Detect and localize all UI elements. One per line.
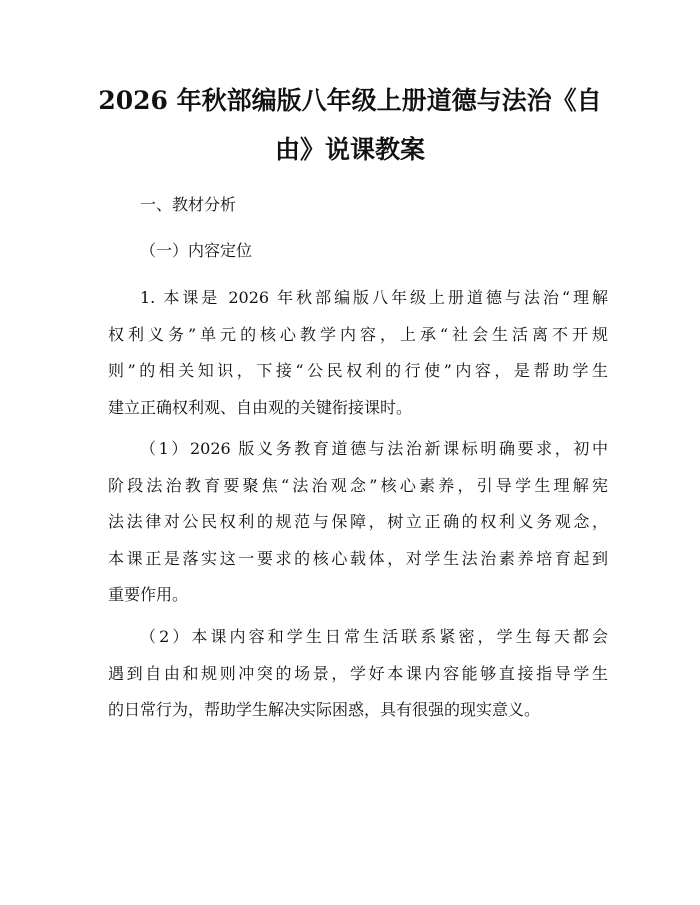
paragraph-line: 阶段法治教育要聚焦“法治观念”核心素养，引导学生理解宪 (108, 475, 608, 495)
paragraph-line: 建立正确权利观、自由观的关键衔接课时。 (108, 397, 413, 417)
subsection-heading: （一）内容定位 (140, 241, 253, 260)
paragraph-1 (108, 287, 608, 433)
document-title-line-2: 由》说课教案 (274, 135, 425, 164)
paragraph-line: 遇到自由和规则冲突的场景，学好本课内容能够直接指导学生 (108, 663, 608, 683)
paragraph-line: 权利义务”单元的核心教学内容，上承“社会生活离不开规 (108, 324, 608, 344)
paragraph-line: 重要作用。 (108, 585, 189, 604)
paragraph-line: 则”的相关知识，下接“公民权利的行使”内容，是帮助学生 (108, 361, 608, 380)
paragraph-line: 1. 本课是 2026 年秋部编版八年级上册道德与法治“理解 (140, 288, 608, 307)
paragraph-line: 法法律对公民权利的规范与保障，树立正确的权利义务观念， (108, 512, 608, 531)
paragraph-2 (108, 438, 608, 621)
document-title-line-1: 2026 年秋部编版八年级上册道德与法治《自 (98, 86, 602, 115)
paragraph-line: （2）本课内容和学生日常生活联系紧密，学生每天都会 (140, 627, 608, 646)
paragraph-3 (108, 626, 608, 736)
section-heading: 一、教材分析 (140, 195, 237, 214)
paragraph-line: 本课正是落实这一要求的核心载体，对学生法治素养培育起到 (108, 548, 608, 568)
paragraph-line: 的日常行为，帮助学生解决实际困惑，具有很强的现实意义。 (108, 700, 541, 719)
paragraph-line: （1）2026 版义务教育道德与法治新课标明确要求，初中 (140, 439, 608, 458)
